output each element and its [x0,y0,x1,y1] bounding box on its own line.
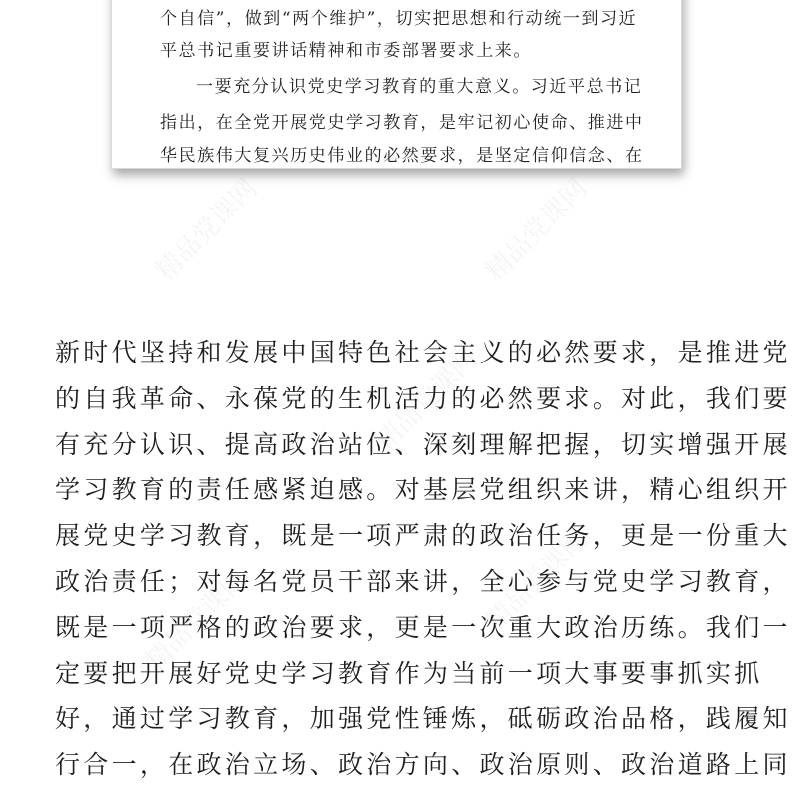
body-line: 政治责任；对每名党员干部来讲，全心参与党史学习教育， [55,566,791,596]
quote-line-3: 一要充分认识党史学习教育的重大意义。习近平总书记 [196,77,643,97]
quote-card [111,0,682,169]
quote-line-5: 华民族伟大复兴历史伟业的必然要求，是坚定信仰信念、在 [160,146,644,166]
body-line: 新时代坚持和发展中国特色社会主义的必然要求，是推进党 [55,338,791,367]
watermark [146,169,264,287]
body-line: 好，通过学习教育，加强党性锤炼，砥砺政治品格，践履知 [55,704,791,734]
quote-line-4: 指出，在全党开展党史学习教育，是牢记初心使命、推进中 [160,113,644,133]
body-line: 有充分认识、提高政治站位、深刻理解把握，切实增强开展 [55,429,791,459]
body-line: 定要把开展好党史学习教育作为当前一项大事要事抓实抓 [55,658,763,688]
body-line: 的自我革命、永葆党的生机活力的必然要求。对此，我们要 [55,383,791,413]
quote-line-1: 个自信”，做到“两个维护”，切实把思想和行动统一到习近 [160,9,638,29]
body-line: 展党史学习教育，既是一项严肃的政治任务，更是一份重大 [55,521,791,551]
quote-line-2: 平总书记重要讲话精神和市委部署要求上来。 [160,41,532,61]
body-line: 既是一项严格的政治要求，更是一次重大政治历练。我们一 [55,612,791,642]
body-line: 学习教育的责任感紧迫感。对基层党组织来讲，精心组织开 [55,475,791,505]
watermark [476,169,594,287]
body-line: 行合一，在政治立场、政治方向、政治原则、政治道路上同 [55,750,791,780]
body-paragraph [55,330,791,788]
